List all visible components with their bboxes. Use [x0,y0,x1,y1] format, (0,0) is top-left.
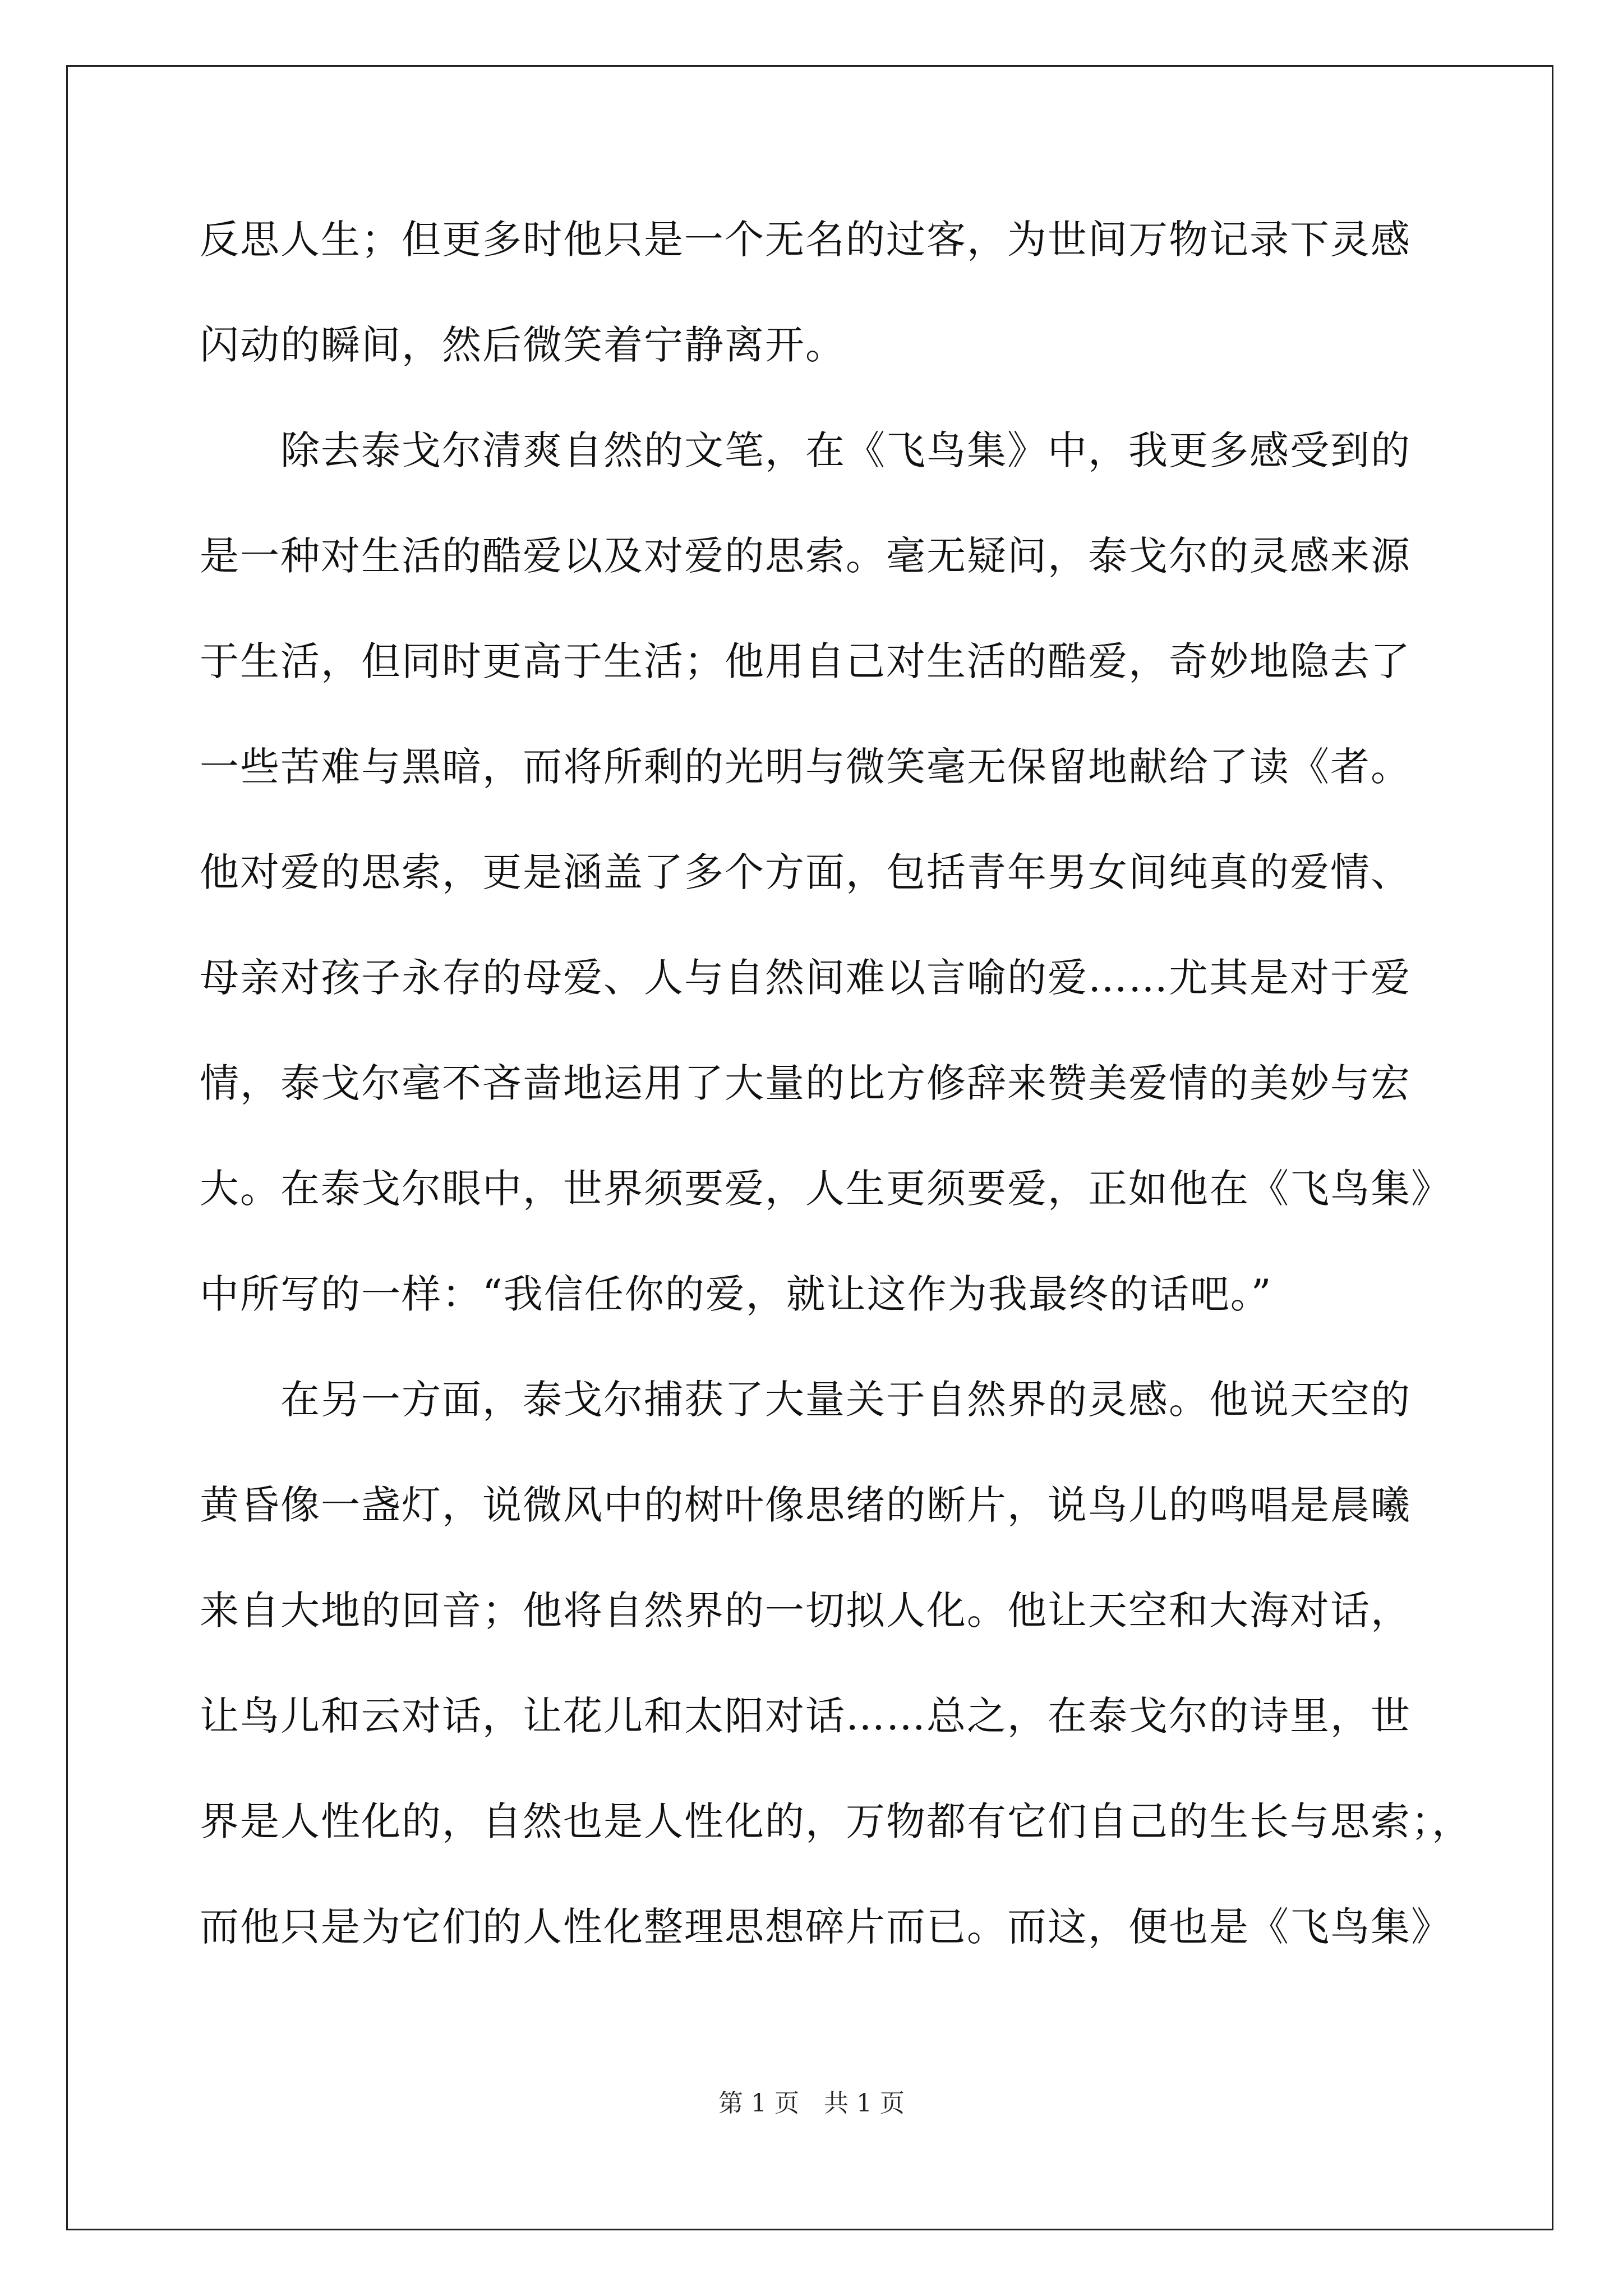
text-line-13: 黄昏像一盏灯，说微风中的树叶像思绪的断片，说鸟儿的鸣唱是晨曦 [200,1482,1411,1528]
text-line-14: 来自大地的回音；他将自然界的一切拟人化。他让天空和大海对话， [200,1588,1411,1634]
text-line-17: 而他只是为它们的人性化整理思想碎片而已。而这，便也是《飞鸟集》 [200,1904,1451,1950]
text-line-7: 他对爱的思索，更是涵盖了多个方面，包括青年男女间纯真的爱情、 [200,849,1411,895]
text-line-15: 让鸟儿和云对话，让花儿和太阳对话……总之，在泰戈尔的诗里，世 [200,1693,1411,1739]
text-line-4: 是一种对生活的酷爱以及对爱的思索。毫无疑问，泰戈尔的灵感来源 [200,533,1411,579]
page-number-footer: 第 1 页 共 1 页 [718,2089,905,2118]
text-line-8: 母亲对孩子永存的母爱、人与自然间难以言喻的爱……尤其是对于爱 [200,955,1411,1001]
text-line-10: 大。在泰戈尔眼中，世界须要爱，人生更须要爱，正如他在《飞鸟集》 [200,1166,1451,1212]
text-line-1: 反思人生；但更多时他只是一个无名的过客，为世间万物记录下灵感 [200,217,1411,263]
text-line-11: 中所写的一样：“我信任你的爱，就让这作为我最终的话吧。” [200,1271,1272,1317]
text-line-5: 于生活，但同时更高于生活；他用自己对生活的酷爱，奇妙地隐去了 [200,638,1411,684]
text-line-3: 除去泰戈尔清爽自然的文笔，在《飞鸟集》中，我更多感受到的 [200,427,1411,473]
text-line-16: 界是人性化的，自然也是人性化的，万物都有它们自己的生长与思索；， [200,1798,1472,1844]
text-line-2: 闪动的瞬间，然后微笑着宁静离开。 [200,322,846,368]
text-line-12: 在另一方面，泰戈尔捕获了大量关于自然界的灵感。他说天空的 [200,1377,1411,1423]
text-line-9: 情，泰戈尔毫不吝啬地运用了大量的比方修辞来赞美爱情的美妙与宏 [200,1060,1411,1106]
text-line-6: 一些苦难与黑暗，而将所剩的光明与微笑毫无保留地献给了读《者。 [200,744,1411,790]
